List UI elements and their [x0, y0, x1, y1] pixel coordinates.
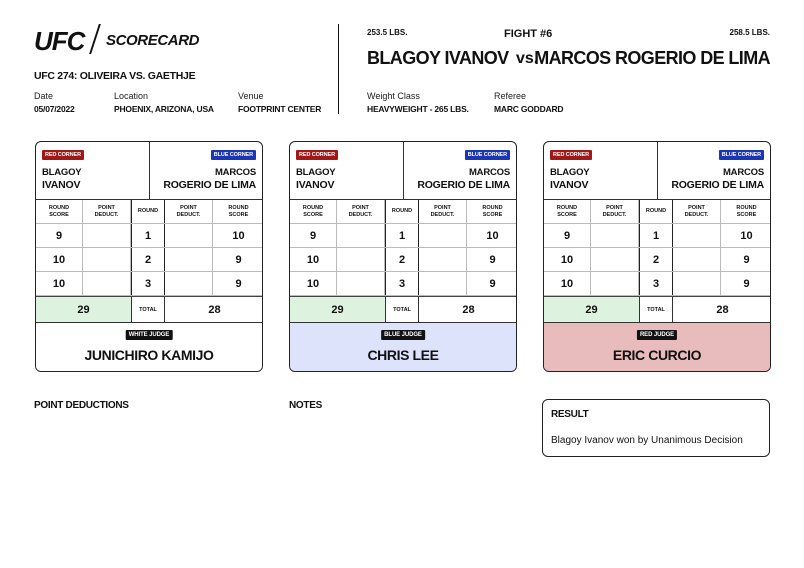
round-number: 1 — [639, 224, 673, 247]
point-deduct-header — [83, 200, 131, 223]
round-score-header-line: SCORE — [557, 211, 577, 218]
date-value: 05/07/2022 — [34, 104, 75, 114]
judge-scorecard — [289, 141, 517, 372]
round-score-header-text — [557, 205, 577, 218]
round-header-text — [392, 208, 412, 215]
ufc-wordmark: UFC — [34, 26, 85, 56]
round-row — [290, 272, 516, 296]
red-fighter-weight: 253.5 LBS. — [367, 28, 408, 37]
weight-class-value: HEAVYWEIGHT - 265 LBS. — [367, 104, 469, 114]
round-number: 2 — [639, 248, 673, 271]
blue-corner-badge: BLUE CORNER — [211, 150, 256, 160]
score-header-row — [36, 200, 262, 224]
header-divider — [338, 24, 339, 114]
round-header — [131, 200, 165, 223]
blue-corner-fighter — [163, 167, 256, 191]
red-corner-fighter — [42, 167, 81, 191]
blue-point-deduction — [165, 224, 213, 247]
notes-label: NOTES — [289, 400, 322, 411]
red-fighter-last-name: IVANOV — [42, 179, 81, 191]
fight-number: FIGHT #6 — [504, 28, 553, 40]
round-score-header-line: SCORE — [736, 211, 757, 218]
round-score-header-line: SCORE — [303, 211, 323, 218]
red-point-deduction — [591, 248, 639, 271]
corner-divider — [403, 142, 404, 200]
red-point-deduction — [337, 272, 385, 295]
round-score-header-text — [482, 205, 502, 218]
point-deduct-header-line: POINT — [606, 205, 623, 211]
blue-point-deduction — [165, 248, 213, 271]
corner-header — [36, 142, 262, 200]
blue-fighter-first-name: MARCOS — [214, 167, 256, 178]
round-header-line: ROUND — [137, 208, 159, 215]
total-row — [36, 296, 262, 323]
point-deduct-header-line: POINT — [434, 205, 451, 211]
round-header-text — [138, 208, 158, 215]
round-score-header-line: SCORE — [482, 211, 503, 218]
point-deduct-header-text — [349, 205, 373, 218]
blue-fighter-name: MARCOS ROGERIO DE LIMA — [534, 48, 770, 68]
blue-corner-fighter — [417, 167, 510, 191]
red-point-deduction — [337, 224, 385, 247]
point-deduct-header-line: DEDUCT. — [684, 211, 709, 218]
red-round-score: 10 — [36, 272, 83, 295]
red-fighter-first-name: BLAGOY — [296, 167, 336, 178]
point-deduct-header-text — [603, 205, 627, 218]
round-number: 1 — [385, 224, 419, 247]
round-score-header — [290, 200, 337, 223]
result-text: Blagoy Ivanov won by Unanimous Decision — [551, 435, 743, 446]
round-header — [385, 200, 419, 223]
point-deduct-header-text — [685, 205, 709, 218]
point-deduct-header-line: DEDUCT. — [348, 211, 373, 218]
total-label: TOTAL — [385, 297, 419, 322]
blue-round-score: 9 — [235, 277, 242, 290]
round-score-header-line: ROUND — [302, 205, 324, 211]
blue-round-score: 10 — [486, 229, 499, 242]
red-fighter-name: BLAGOY IVANOV — [367, 48, 509, 68]
red-total-score: 29 — [290, 297, 385, 322]
round-number: 2 — [131, 248, 165, 271]
round-score-header — [544, 200, 591, 223]
point-deduct-header-line: DEDUCT. — [176, 211, 201, 218]
blue-fighter-last-name: ROGERIO DE LIMA — [163, 179, 256, 191]
point-deduct-header — [165, 200, 213, 223]
blue-total-score: 28 — [208, 303, 221, 316]
result-label: RESULT — [551, 409, 589, 420]
point-deduct-header-line: POINT — [688, 205, 705, 211]
judge-area — [36, 323, 262, 372]
judge-scorecard — [35, 141, 263, 372]
referee-label: Referee — [494, 91, 527, 101]
red-point-deduction — [591, 224, 639, 247]
blue-fighter-first-name: MARCOS — [722, 167, 764, 178]
point-deduct-header-text — [95, 205, 119, 218]
blue-fighter-last-name: ROGERIO DE LIMA — [417, 179, 510, 191]
round-score-header-line: SCORE — [228, 211, 249, 218]
venue-value: FOOTPRINT CENTER — [238, 104, 322, 114]
round-number: 3 — [385, 272, 419, 295]
blue-round-score: 9 — [489, 253, 496, 266]
judge-area — [544, 323, 770, 372]
ufc-logo — [34, 26, 200, 56]
blue-fighter-weight: 258.5 LBS. — [729, 28, 770, 37]
round-row — [36, 224, 262, 248]
red-round-score: 9 — [290, 224, 337, 247]
red-point-deduction — [83, 224, 131, 247]
red-corner-badge: RED CORNER — [296, 150, 338, 160]
red-round-score: 9 — [544, 224, 591, 247]
total-row — [290, 296, 516, 323]
red-fighter-first-name: BLAGOY — [550, 167, 590, 178]
red-round-score: 10 — [36, 248, 83, 271]
corner-header — [290, 142, 516, 200]
weight-class-label: Weight Class — [367, 91, 420, 101]
location-value: PHOENIX, ARIZONA, USA — [114, 104, 214, 114]
round-score-header-text — [228, 205, 248, 218]
blue-point-deduction — [673, 248, 721, 271]
blue-point-deduction — [673, 224, 721, 247]
score-header-row — [544, 200, 770, 224]
red-corner-fighter — [550, 167, 589, 191]
round-row — [36, 272, 262, 296]
judge-area — [290, 323, 516, 372]
blue-point-deduction — [419, 272, 467, 295]
event-title: UFC 274: OLIVEIRA VS. GAETHJE — [34, 70, 196, 82]
red-round-score: 10 — [544, 248, 591, 271]
total-row — [544, 296, 770, 323]
blue-total-score: 28 — [716, 303, 729, 316]
point-deduct-header-text — [177, 205, 201, 218]
round-number: 1 — [131, 224, 165, 247]
round-score-header-line: SCORE — [49, 211, 69, 218]
referee-value: MARC GODDARD — [494, 104, 564, 114]
point-deduct-header-line: POINT — [180, 205, 197, 211]
round-row — [290, 224, 516, 248]
date-label: Date — [34, 91, 54, 101]
logo-divider — [89, 24, 101, 54]
corner-header — [544, 142, 770, 200]
blue-corner-badge: BLUE CORNER — [465, 150, 510, 160]
red-fighter-first-name: BLAGOY — [42, 167, 82, 178]
red-round-score: 10 — [544, 272, 591, 295]
round-row — [544, 224, 770, 248]
red-round-score: 10 — [290, 272, 337, 295]
round-score-header-line: ROUND — [48, 205, 70, 211]
score-header-row — [290, 200, 516, 224]
total-label: TOTAL — [639, 297, 673, 322]
red-point-deduction — [337, 248, 385, 271]
blue-point-deduction — [419, 248, 467, 271]
scorecard-label: SCORECARD — [106, 32, 200, 49]
blue-round-score: 9 — [743, 253, 750, 266]
round-number: 2 — [385, 248, 419, 271]
red-corner-fighter — [296, 167, 335, 191]
judge-badge: RED JUDGE — [637, 330, 677, 340]
point-deduct-header — [591, 200, 639, 223]
blue-fighter-last-name: ROGERIO DE LIMA — [671, 179, 764, 191]
point-deduct-header — [673, 200, 721, 223]
versus-label: vs. — [516, 50, 539, 67]
round-header — [639, 200, 673, 223]
point-deduct-header — [337, 200, 385, 223]
round-row — [544, 248, 770, 272]
round-score-header-line: ROUND — [736, 205, 757, 211]
point-deduct-header — [419, 200, 467, 223]
round-score-header-line: ROUND — [556, 205, 578, 211]
round-score-header — [721, 200, 771, 223]
round-number: 3 — [131, 272, 165, 295]
red-round-score: 9 — [36, 224, 83, 247]
red-point-deduction — [83, 272, 131, 295]
red-total-score: 29 — [36, 297, 131, 322]
round-number: 3 — [639, 272, 673, 295]
blue-fighter-first-name: MARCOS — [468, 167, 510, 178]
point-deduct-header-line: POINT — [98, 205, 115, 211]
blue-round-score: 10 — [740, 229, 753, 242]
venue-label: Venue — [238, 91, 264, 101]
blue-point-deduction — [673, 272, 721, 295]
blue-corner-badge: BLUE CORNER — [719, 150, 764, 160]
location-label: Location — [114, 91, 149, 101]
point-deduct-header-text — [431, 205, 455, 218]
round-score-header-text — [49, 205, 69, 218]
judge-name: JUNICHIRO KAMIJO — [84, 347, 214, 363]
blue-round-score: 10 — [232, 229, 245, 242]
point-deduct-header-line: POINT — [352, 205, 369, 211]
corner-divider — [149, 142, 150, 200]
round-row — [290, 248, 516, 272]
blue-round-score: 9 — [489, 277, 496, 290]
point-deduct-header-line: DEDUCT. — [430, 211, 455, 218]
red-fighter-last-name: IVANOV — [296, 179, 335, 191]
round-row — [544, 272, 770, 296]
judge-name: CHRIS LEE — [367, 347, 439, 363]
round-header-text — [646, 208, 666, 215]
blue-round-score: 9 — [743, 277, 750, 290]
corner-divider — [657, 142, 658, 200]
red-point-deduction — [591, 272, 639, 295]
red-total-score: 29 — [544, 297, 639, 322]
round-header-line: ROUND — [391, 208, 413, 215]
blue-point-deduction — [165, 272, 213, 295]
round-row — [36, 248, 262, 272]
point-deduct-header-line: DEDUCT. — [94, 211, 119, 218]
judge-badge: WHITE JUDGE — [126, 330, 173, 340]
red-corner-badge: RED CORNER — [42, 150, 84, 160]
total-label: TOTAL — [131, 297, 165, 322]
blue-corner-fighter — [671, 167, 764, 191]
round-score-header-text — [303, 205, 323, 218]
round-score-header-text — [736, 205, 756, 218]
blue-total-score: 28 — [462, 303, 475, 316]
red-corner-badge: RED CORNER — [550, 150, 592, 160]
round-score-header — [36, 200, 83, 223]
judge-scorecard — [543, 141, 771, 372]
blue-round-score: 9 — [235, 253, 242, 266]
judge-badge: BLUE JUDGE — [381, 330, 425, 340]
round-score-header-line: ROUND — [228, 205, 249, 211]
round-score-header — [467, 200, 517, 223]
judge-name: ERIC CURCIO — [612, 347, 702, 363]
result-box — [542, 399, 770, 457]
red-point-deduction — [83, 248, 131, 271]
round-score-header — [213, 200, 263, 223]
point-deductions-label: POINT DEDUCTIONS — [34, 400, 129, 411]
round-score-header-line: ROUND — [482, 205, 503, 211]
red-fighter-last-name: IVANOV — [550, 179, 589, 191]
point-deduct-header-line: DEDUCT. — [602, 211, 627, 218]
red-round-score: 10 — [290, 248, 337, 271]
round-header-line: ROUND — [645, 208, 667, 215]
blue-point-deduction — [419, 224, 467, 247]
